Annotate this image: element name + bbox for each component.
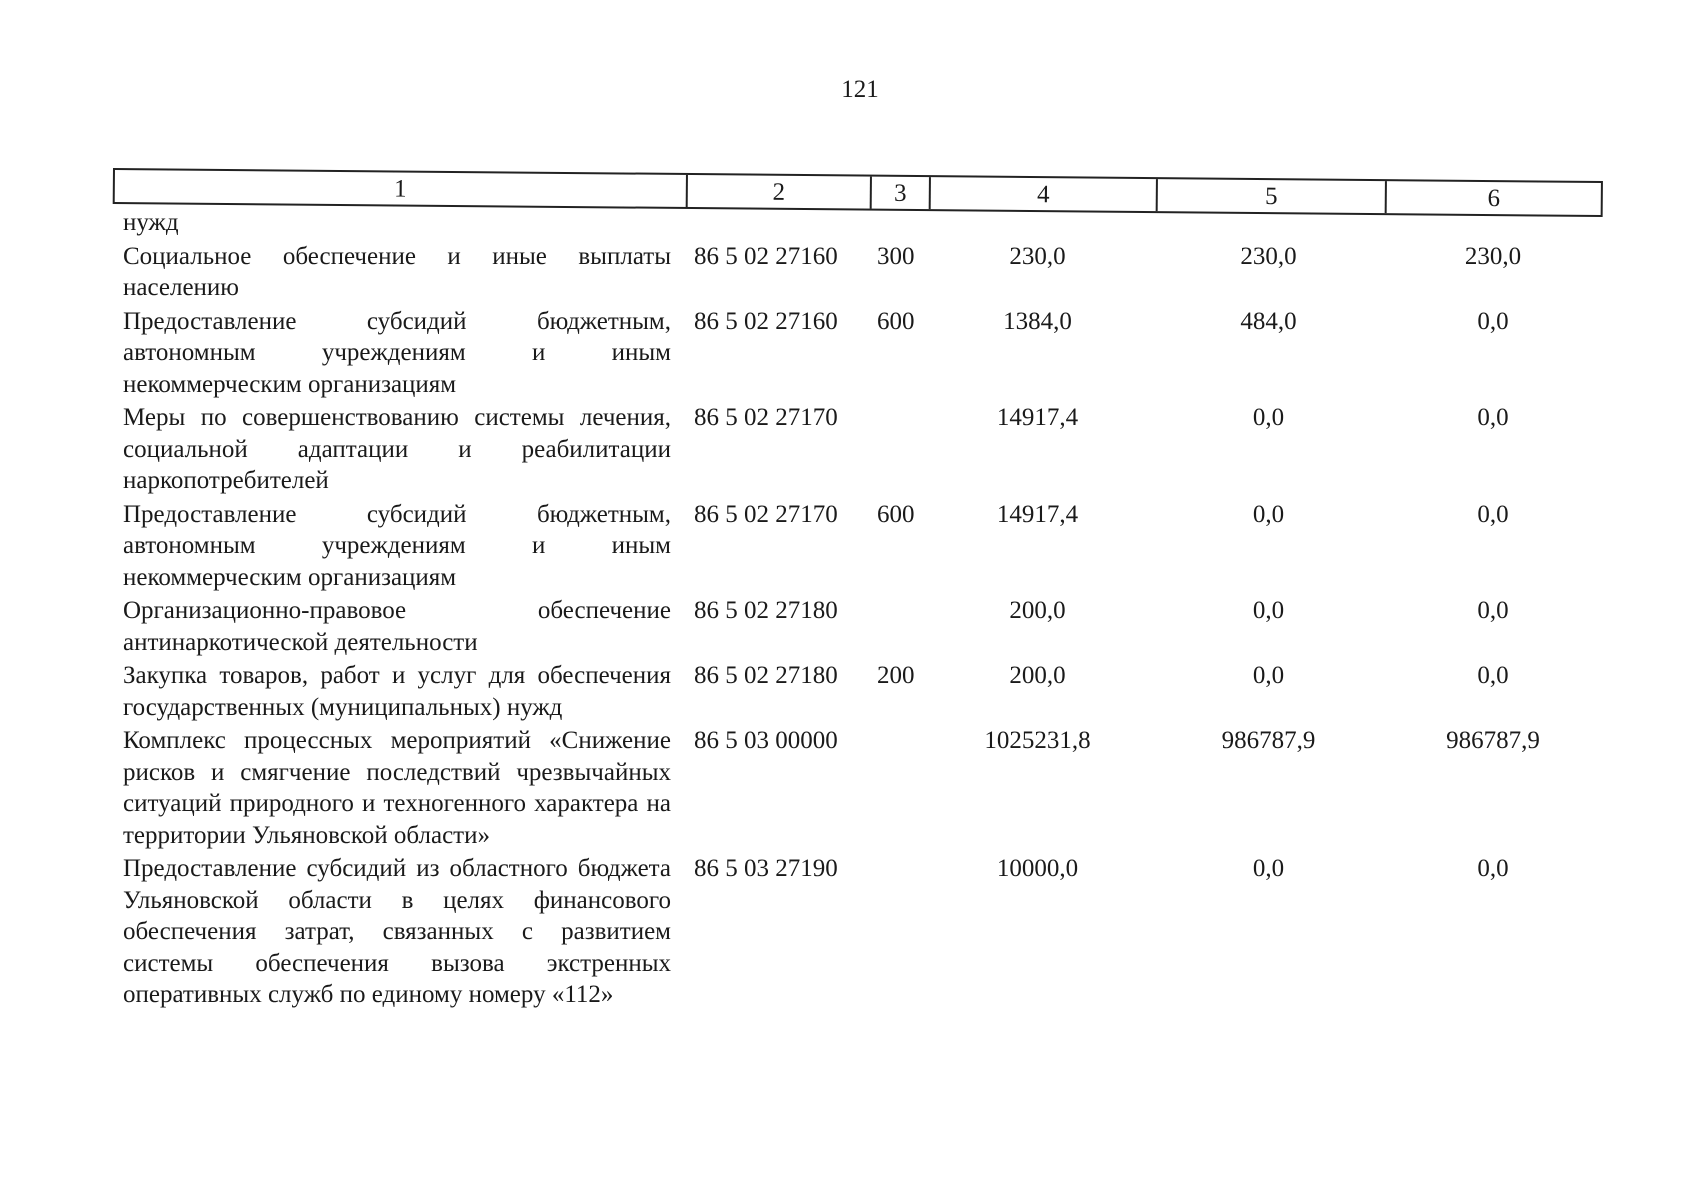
header-col-4: 4: [931, 177, 1158, 211]
row-value-6: 0,0: [1477, 500, 1509, 528]
row-value-5: 986787,9: [1221, 727, 1316, 754]
row-value-4: 230,0: [1009, 242, 1066, 270]
row-value-4: 1025231,8: [984, 727, 1091, 754]
row-vr: 200: [877, 662, 915, 689]
header-col-6: 6: [1487, 184, 1501, 213]
table-row: [0, 853, 1697, 1011]
row-vr: 600: [877, 500, 915, 528]
row-name: нужд: [123, 209, 179, 236]
row-name: Организационно-правовое обеспечение антинаркотической деятельности: [123, 597, 671, 656]
table-row: [0, 402, 1697, 497]
row-value-6: 0,0: [1477, 662, 1509, 689]
row-value-5: 0,0: [1252, 597, 1285, 624]
table-row: [0, 306, 1697, 401]
row-value-5: 0,0: [1252, 662, 1285, 689]
row-value-4: 200,0: [1009, 662, 1066, 689]
row-code: 86 5 02 27180: [694, 662, 838, 689]
row-code: 86 5 02 27180: [694, 597, 838, 624]
table-row: [0, 725, 1697, 851]
row-value-5: 0,0: [1252, 404, 1285, 431]
row-code: 86 5 03 27190: [694, 855, 838, 882]
row-code: 86 5 02 27160: [694, 307, 838, 335]
row-vr: 300: [877, 242, 915, 270]
row-name: Предоставление субсидий бюджетным, автономным учреждениям и иным некоммерческим организациям: [123, 500, 671, 591]
table-row-continuation: [0, 207, 1697, 239]
row-value-4: 1384,0: [1003, 307, 1072, 335]
row-value-5: 0,0: [1252, 855, 1285, 882]
table-body: [0, 207, 1697, 1011]
row-name: Меры по совершенствованию системы лечения, социальной адаптации и реабилитации наркопотребителей: [123, 404, 671, 494]
row-code: 86 5 02 27170: [694, 500, 838, 528]
row-value-6: 0,0: [1477, 307, 1509, 335]
table-row: [0, 595, 1697, 658]
row-value-6: 0,0: [1477, 855, 1509, 882]
row-value-5: 484,0: [1240, 307, 1297, 335]
row-value-4: 10000,0: [996, 855, 1079, 882]
header-col-5: 5: [1158, 179, 1387, 213]
row-vr: 600: [877, 307, 915, 335]
row-code: 86 5 03 00000: [694, 727, 838, 754]
row-value-4: 14917,4: [996, 500, 1079, 528]
row-value-5: 0,0: [1252, 500, 1285, 528]
row-code: 86 5 02 27170: [694, 404, 838, 431]
table-row: [0, 499, 1697, 594]
row-code: 86 5 02 27160: [694, 242, 838, 270]
row-value-5: 230,0: [1240, 242, 1297, 270]
row-value-6: 0,0: [1477, 597, 1509, 624]
row-value-4: 14917,4: [996, 404, 1079, 431]
header-col-3: 3: [872, 177, 931, 210]
row-value-6: 986787,9: [1446, 727, 1540, 754]
header-col-1: 1: [115, 170, 688, 207]
row-name: Социальное обеспечение и иные выплаты населению: [123, 242, 671, 301]
row-value-6: 230,0: [1464, 242, 1522, 270]
header-col-2: 2: [688, 175, 872, 209]
row-value-4: 200,0: [1009, 597, 1066, 624]
row-name: Предоставление субсидий из областного бюджета Ульяновской области в целях финансового обеспечения затрат, связанных с развитием системы обеспечения вызова экстренных оперативных служб по единому номеру «112»: [123, 855, 671, 1008]
row-name: Предоставление субсидий бюджетным, автономным учреждениям и иным некоммерческим организациям: [123, 307, 671, 398]
table-row: [0, 660, 1697, 723]
table-row: [0, 241, 1697, 304]
row-value-6: 0,0: [1477, 404, 1509, 431]
row-name: Комплекс процессных мероприятий «Снижение рисков и смягчение последствий чрезвычайных ситуаций природного и техногенного характера на территории Ульяновской области»: [123, 727, 671, 849]
page-number: 121: [841, 76, 879, 103]
row-name: Закупка товаров, работ и услуг для обеспечения государственных (муниципальных) нужд: [123, 662, 671, 721]
